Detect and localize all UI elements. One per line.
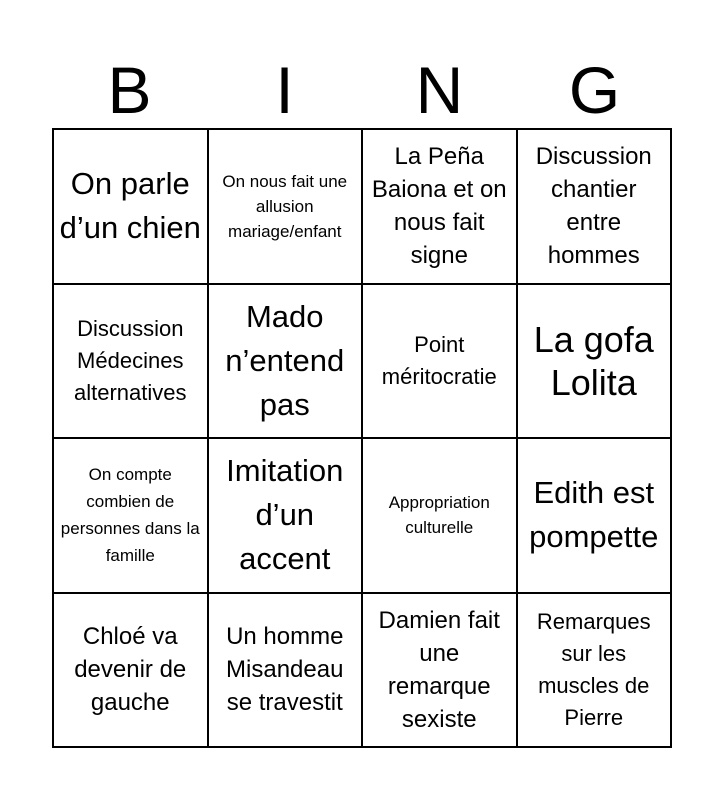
cell-label: Discussion chantier entre hommes — [535, 143, 652, 270]
bingo-cell[interactable] — [362, 284, 517, 439]
bingo-cell[interactable] — [53, 129, 208, 284]
cell-label: La Peña Baiona et on nous fait signe — [371, 143, 507, 270]
bingo-cell[interactable] — [362, 593, 517, 748]
bingo-grid — [52, 128, 672, 748]
bingo-cell[interactable] — [208, 593, 363, 748]
cell-label: Remarques sur les muscles de Pierre — [536, 608, 651, 730]
header-letter-g: G — [568, 53, 621, 127]
header-letter-n: N — [415, 53, 464, 127]
cell-label: Point méritocratie — [381, 331, 497, 389]
header-letter-b: B — [107, 53, 152, 127]
cell-label: Appropriation culturelle — [388, 493, 490, 538]
bingo-cell[interactable] — [362, 129, 517, 284]
cell-label: On parle d’un chien — [59, 166, 201, 246]
cell-label: La gofa Lolita — [533, 318, 654, 403]
bingo-cell[interactable] — [517, 129, 672, 284]
bingo-cell[interactable] — [53, 438, 208, 593]
cell-label: Imitation d’un accent — [226, 453, 344, 577]
bingo-cell[interactable] — [362, 438, 517, 593]
bingo-cell[interactable] — [517, 284, 672, 439]
cell-label: On compte combien de personnes dans la famille — [60, 465, 200, 566]
cell-label: On nous fait une allusion mariage/enfant — [222, 171, 348, 241]
bingo-cell[interactable] — [208, 284, 363, 439]
cell-label: Damien fait une remarque sexiste — [378, 606, 500, 733]
bingo-cell[interactable] — [517, 593, 672, 748]
cell-label: Mado n’entend pas — [225, 298, 345, 422]
bingo-cell[interactable] — [208, 438, 363, 593]
bingo-header — [52, 52, 672, 128]
bingo-cell[interactable] — [208, 129, 363, 284]
bingo-cell[interactable] — [53, 284, 208, 439]
cell-label: Chloé va devenir de gauche — [74, 623, 187, 717]
header-letter-i: I — [275, 53, 294, 127]
cell-label: Discussion Médecines alternatives — [73, 315, 187, 405]
bingo-cell[interactable] — [517, 438, 672, 593]
bingo-cell[interactable] — [53, 593, 208, 748]
cell-label: Un homme Misandeau se travestit — [226, 623, 344, 717]
cell-label: Edith est pompette — [529, 475, 659, 555]
